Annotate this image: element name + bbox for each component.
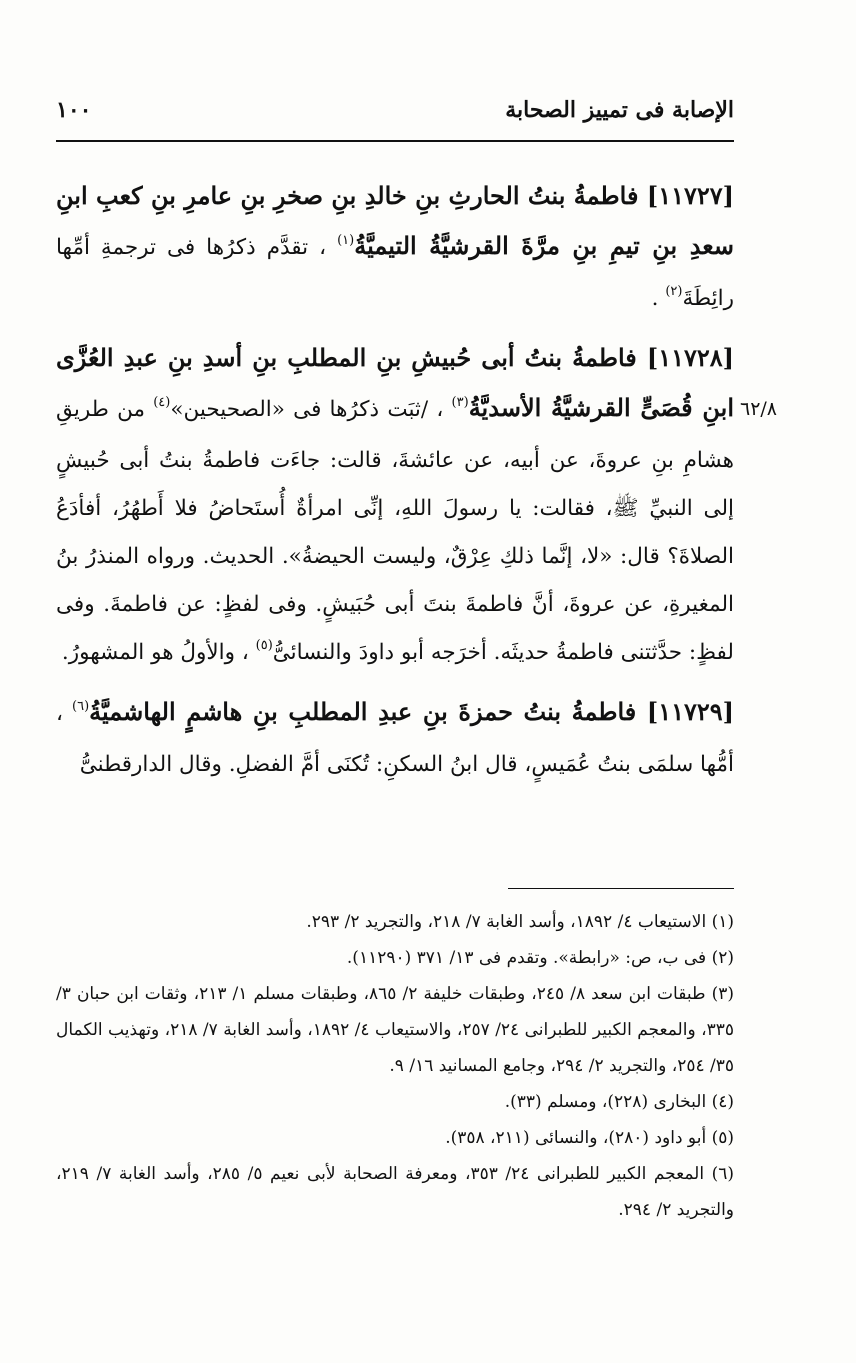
- footnote-2: (٢) فى ب، ص: «رابطة». وتقدم فى ١٣/ ٣٧١ (١١٢٩٠).: [346, 948, 734, 968]
- entry-text: ، والأولُ هو المشهورُ.: [61, 640, 249, 665]
- footnote-3: (٣) طبقات ابن سعد ٨/ ٢٤٥، وطبقات خليفة ٢/ ٨٦٥، وطبقات مسلم ١/ ٢١٣، وثقات ابن حبان ٣/ ٣٣٥، والمعجم الكبير للطبرانى ٢٤/ ٢٥٧، والاستيعاب ٤/ ١٨٩٢، وأسد الغابة ٧/ ٢١٨، وتهذيب الكمال ٣٥/ ٢٥٤، والتجريد ٢/ ٢٩٤، وجامع المسانيد ١٦/ ٩.: [56, 984, 734, 1076]
- entry-text: ، أمُّها سلمَى بنتُ عُمَيسٍ، قال ابنُ السكنِ: تُكنَى أمَّ الفضلِ. وقال الدارقطنىُّ: [56, 701, 734, 777]
- entry-11728: [56, 334, 734, 680]
- footnote-rule: [508, 888, 734, 889]
- entry-headline: [١١٧٢٧] فاطمةُ بنتُ الحارثِ بنِ خالدِ بنِ صخرِ بنِ عامرِ بنِ كعبِ ابنِ سعدِ بنِ تيمِ بنِ مرَّةَ القرشيَّةُ التيميَّةُ: [56, 181, 734, 260]
- footnote-ref: (٢): [665, 284, 683, 299]
- footnote-ref: (١): [337, 233, 355, 248]
- footnote-6: (٦) المعجم الكبير للطبرانى ٢٤/ ٣٥٣، ومعرفة الصحابة لأبى نعيم ٥/ ٢٨٥، وأسد الغابة ٧/ ٢١٩، والتجريد ٢/ ٢٩٤.: [56, 1164, 734, 1220]
- main-text: [56, 172, 734, 797]
- footnote-4: (٤) البخارى (٢٢٨)، ومسلم (٣٣).: [504, 1092, 734, 1112]
- entry-11727: [56, 172, 734, 326]
- header-rule: [56, 140, 734, 142]
- entry-headline: [١١٧٢٨] فاطمةُ بنتُ أبى حُبيشِ بنِ المطلبِ بنِ أسدِ بنِ عبدِ العُزَّى ابنِ قُصَىٍّ القرشيَّةُ الأسديَّةُ: [56, 343, 734, 422]
- footnote-ref: (٤): [153, 395, 171, 410]
- footnote-ref: (٣): [451, 395, 469, 410]
- footnote-5: (٥) أبو داود (٢٨٠)، والنسائى (٢١١، ٣٥٨).: [445, 1128, 734, 1148]
- footnote-ref: (٥): [255, 638, 273, 653]
- footnote-1: (١) الاستيعاب ٤/ ١٨٩٢، وأسد الغابة ٧/ ٢١٨، والتجريد ٢/ ٢٩٣.: [306, 912, 734, 932]
- entry-text: .: [651, 286, 659, 311]
- running-title: الإصابة فى تمييز الصحابة: [505, 97, 734, 123]
- page-header: [56, 92, 734, 128]
- page-number: ١٠٠: [56, 97, 92, 123]
- entry-text: ، تقدَّم ذكرُها فى ترجمةِ أمِّها رائِطَةَ: [56, 235, 734, 311]
- entry-text: ، /ثبَت ذكرُها فى «الصحيحين»: [170, 397, 444, 422]
- margin-note: ٦٢/٨: [740, 398, 778, 420]
- footnotes: [56, 904, 734, 1228]
- entry-text: من طريقِ هشامِ بنِ عروةَ، عن أبيه، عن عائشةَ، قالت: جاءَت فاطمةُ بنتُ أبى حُبيشٍ إلى النبيِّ ﷺ، فقالت: يا رسولَ اللهِ، إنِّى امرأةٌ أُستَحاضُ فلا أَطهُرُ، أفأدَعُ الصلاةَ؟ قال: «لا، إنَّما ذلكِ عِرْقٌ، وليست الحيضةُ». الحديث. ورواه المنذرُ بنُ المغيرةِ، عن عروةَ، أنَّ فاطمةَ بنتَ أبى حُبَيشٍ. وفى لفظٍ: عن فاطمةَ. وفى لفظٍ: حدَّثتنى فاطمةُ حديثَه. أخرَجه أبو داودَ والنسائىُّ: [56, 397, 734, 665]
- entry-11729: [56, 688, 734, 789]
- entry-headline: [١١٧٢٩] فاطمةُ بنتُ حمزةَ بنِ عبدِ المطلبِ بنِ هاشمٍ الهاشميَّةُ: [89, 697, 734, 726]
- footnote-ref: (٦): [72, 699, 90, 714]
